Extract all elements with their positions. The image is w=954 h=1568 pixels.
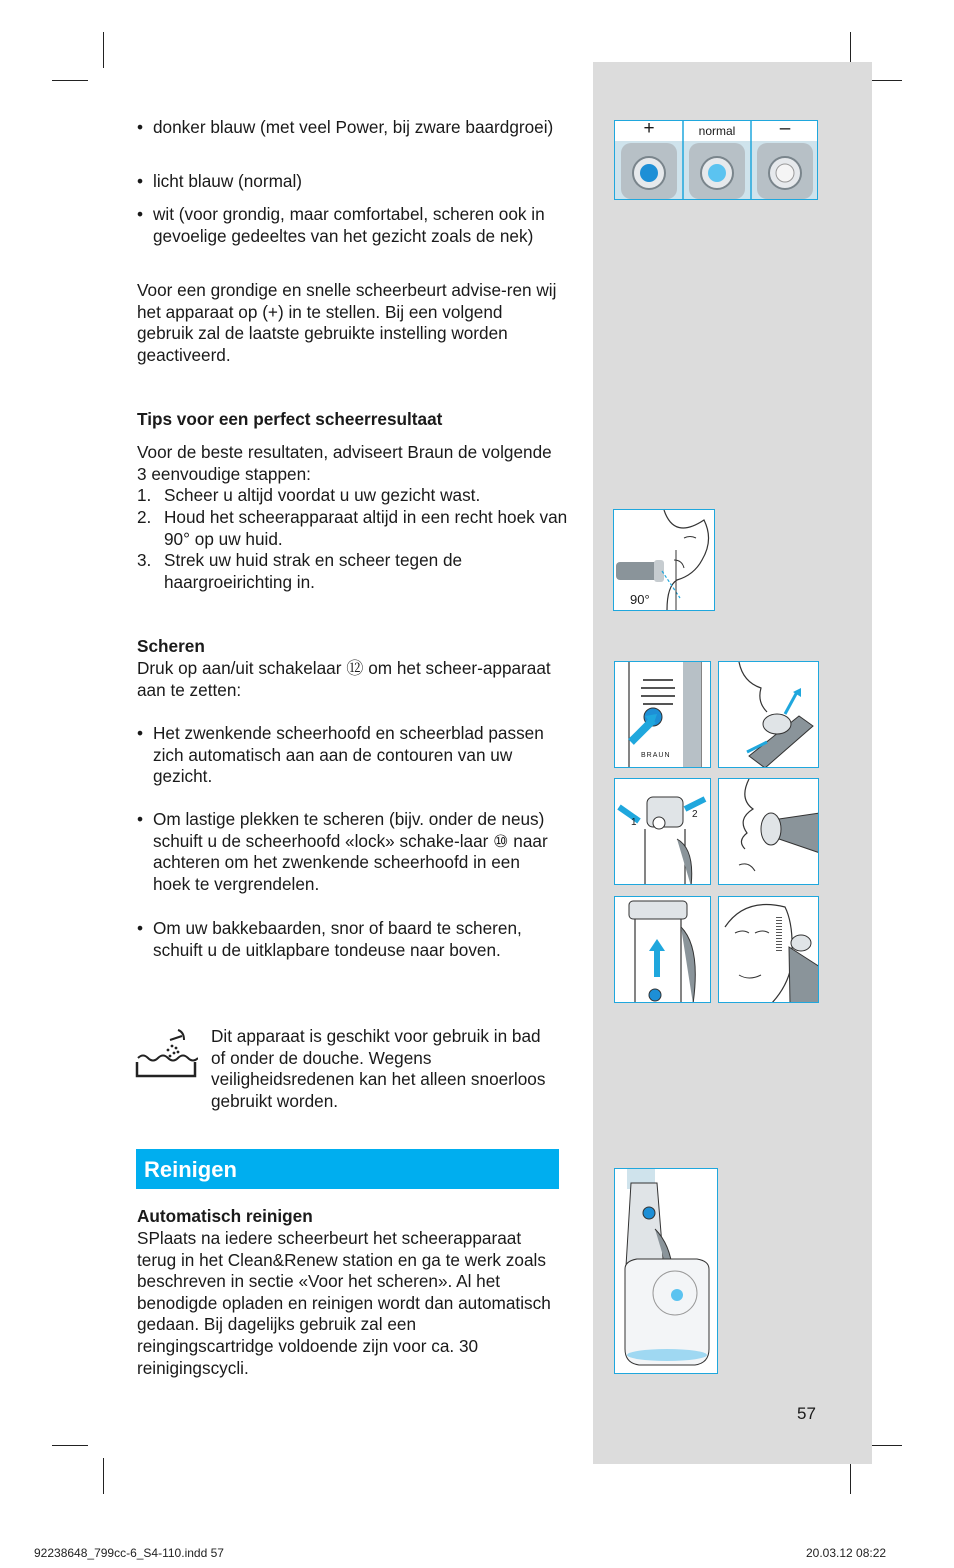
scheren-intro: Druk op aan/uit schakelaar ⑫ om het scheer-apparaat aan te zetten:	[137, 658, 551, 700]
advice-paragraph: Voor een grondige en snelle scheerbeurt advise-ren wij het apparaat op (+) in te stellen. Bij een volgend gebruik zal de laatste gebruikte instelling worden geactiveerd.	[137, 280, 557, 365]
bullet-item: • Om uw bakkebaarden, snor of baard te scheren, schuift u de uitklapbare tondeuse naar boven.	[137, 918, 522, 960]
power-minus-label: –	[779, 120, 791, 139]
head-lock-figure	[614, 778, 711, 885]
cleaning-body: SPlaats na iedere scheerbeurt het scheerapparaat terug in het Clean&Renew station en ga te werk zoals beschreven in sectie «Voor het scheren». Al het benodigde opladen en reinigen wordt dan automatisch gedaan. Bij dagelijks gebruik zal een reingingscartridge voldoende zijn voor ca. 30 reinigingscycli.	[137, 1228, 551, 1378]
tips-heading: Tips voor een perfect scheerresultaat	[137, 409, 443, 429]
bath-note: Dit apparaat is geschikt voor gebruik in bad of onder de douche. Wegens veiligheidsredenen kan het alleen snoerloos gebruikt worden.	[211, 1026, 546, 1111]
crop-mark	[52, 80, 88, 81]
crop-mark	[103, 32, 104, 68]
crop-mark	[103, 1458, 104, 1494]
section-title: Reinigen	[144, 1157, 237, 1182]
clean-renew-station-figure	[614, 1168, 718, 1374]
footer-left: 92238648_799cc-6_S4-110.indd 57	[34, 1546, 224, 1560]
footer-right: 20.03.12 08:22	[806, 1546, 887, 1560]
power-setting-figure	[614, 120, 818, 200]
shaving-face-figure	[718, 661, 819, 768]
angle-label: 90°	[630, 592, 650, 607]
tips-step: 2. Houd het scheerapparaat altijd in een recht hoek van 90° op uw huid.	[137, 507, 568, 549]
tips-step: 1. Scheer u altijd voordat u uw gezicht wast.	[137, 485, 481, 505]
sideburn-trim-figure	[718, 896, 819, 1003]
trimmer-figure	[614, 896, 711, 1003]
nose-shaving-figure	[718, 778, 819, 885]
power-plus-label: +	[643, 120, 655, 139]
step-label-1: 1	[631, 817, 637, 828]
bullet-item: • donker blauw (met veel Power, bij zware baardgroei)	[137, 117, 554, 137]
tips-step: 3. Strek uw huid strak en scheer tegen de haargroeirichting in.	[137, 550, 463, 592]
page-number: 57	[797, 1404, 816, 1423]
cleaning-heading: Automatisch reinigen	[137, 1206, 313, 1226]
crop-mark	[52, 1445, 88, 1446]
section-bar-reinigen	[136, 1149, 559, 1189]
bullet-item: • Het zwenkende scheerhoofd en scheerblad passen zich automatisch aan aan de contouren van uw gezicht.	[137, 723, 544, 787]
scheren-heading: Scheren	[137, 636, 205, 656]
tips-intro: Voor de beste resultaten, adviseert Braun de volgende 3 eenvoudige stappen:	[137, 442, 552, 484]
shower-bath-icon	[134, 1026, 198, 1082]
step-label-2: 2	[692, 809, 698, 820]
shaver-switch-figure	[614, 661, 711, 768]
angle-figure	[613, 509, 715, 611]
brand-label: BRAUN	[641, 752, 671, 759]
power-normal-label: normal	[698, 124, 736, 138]
bullet-item: • licht blauw (normal)	[137, 171, 303, 191]
bullet-item: • wit (voor grondig, maar comfortabel, scheren ook in gevoelige gedeeltes van het gezicht zoals de nek)	[137, 204, 545, 246]
bullet-item: • Om lastige plekken te scheren (bijv. onder de neus) schuift u de scheerhoofd «lock» schake-laar ⑩ naar achteren om het zwenkende scheerhoofd in een hoek te vergrendelen.	[137, 809, 548, 894]
